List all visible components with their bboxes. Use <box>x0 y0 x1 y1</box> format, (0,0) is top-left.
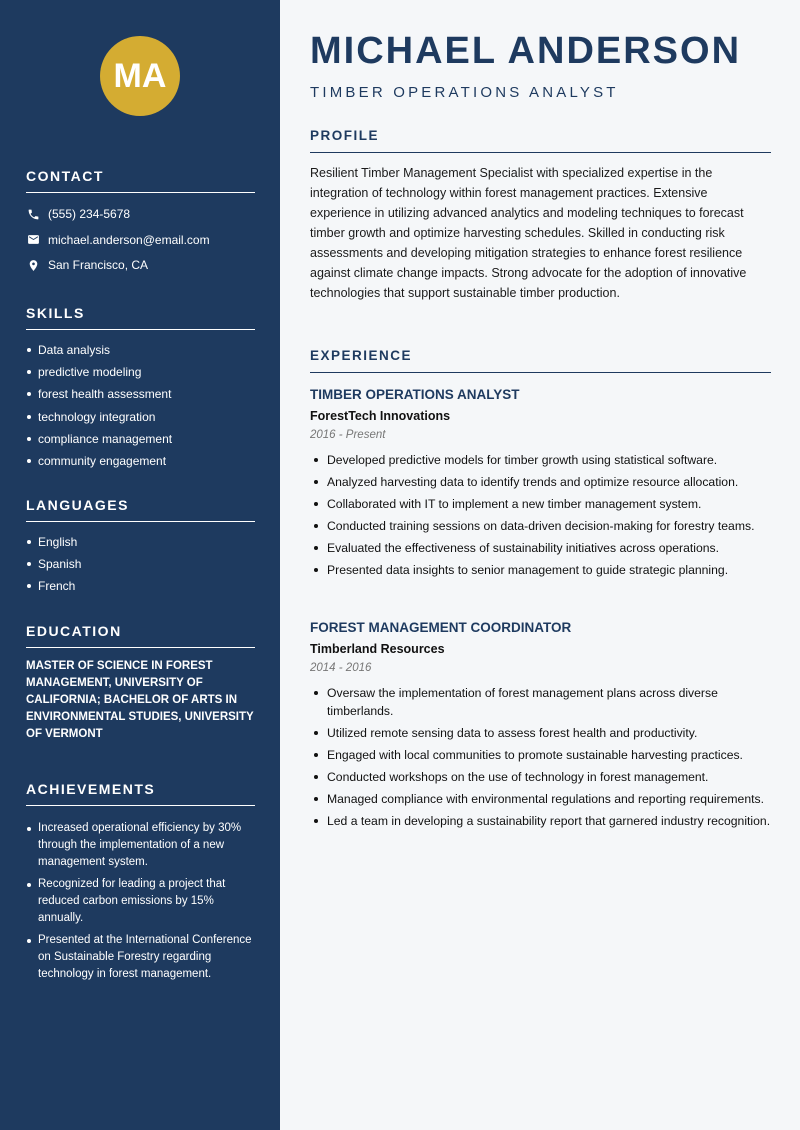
skill-item: compliance management <box>26 431 255 447</box>
job-dates: 2016 - Present <box>310 429 386 441</box>
contact-location-text: San Francisco, CA <box>48 258 149 272</box>
achievements-heading: ACHIEVEMENTS <box>26 781 255 806</box>
job-dates: 2014 - 2016 <box>310 662 372 674</box>
job-entry <box>310 620 771 834</box>
job-bullets <box>310 451 771 579</box>
skill-item: technology integration <box>26 409 255 425</box>
contact-heading: CONTACT <box>26 168 255 193</box>
skills-section <box>26 305 255 475</box>
achievement-item: Recognized for leading a project that reduced carbon emissions by 15% annually. <box>26 876 255 927</box>
skills-list <box>26 342 255 469</box>
education-text: MASTER OF SCIENCE IN FOREST MANAGEMENT, UNIVERSITY OF CALIFORNIA; BACHELOR OF ARTS IN ENVIRONMENTAL STUDIES, UNIVERSITY OF VERMONT <box>26 660 254 740</box>
job-bullet: Presented data insights to senior management to guide strategic planning. <box>310 561 771 579</box>
language-item: English <box>26 534 255 550</box>
profile-text: Resilient Timber Management Specialist with specialized expertise in the integration of technology within forest management practices. Extensive experience in utilizing advanced analytics and modeling techniques to forecast timber growth and optimize harvesting schedules. Skilled in conducting risk assessments and developing mitigation strategies to enhance forest resilience against climate change impacts. Strong advocate for the adoption of innovative technologies that support sustainable timber production. <box>310 166 747 300</box>
job-bullet: Developed predictive models for timber growth using statistical software. <box>310 451 771 469</box>
job-company: ForestTech Innovations <box>310 409 451 423</box>
skills-heading: SKILLS <box>26 305 255 330</box>
skill-item: Data analysis <box>26 342 255 358</box>
job-bullets <box>310 684 771 830</box>
achievements-list <box>26 820 255 983</box>
education-section <box>26 623 255 743</box>
skill-item: forest health assessment <box>26 386 255 402</box>
job-bullet: Engaged with local communities to promote sustainable harvesting practices. <box>310 746 771 764</box>
contact-phone-text: (555) 234-5678 <box>48 207 131 221</box>
job-entry <box>310 387 771 583</box>
job-bullet: Oversaw the implementation of forest management plans across diverse timberlands. <box>310 684 771 720</box>
languages-section <box>26 497 255 601</box>
contact-list <box>26 205 255 274</box>
job-bullet: Utilized remote sensing data to assess forest health and productivity. <box>310 724 771 742</box>
job-bullet: Managed compliance with environmental regulations and reporting requirements. <box>310 790 771 808</box>
job-bullet: Collaborated with IT to implement a new timber management system. <box>310 495 771 513</box>
contact-location <box>26 256 255 274</box>
achievement-item: Presented at the International Conference on Sustainable Forestry regarding technology in forest management. <box>26 932 255 983</box>
job-bullet: Conducted training sessions on data-driven decision-making for forestry teams. <box>310 517 771 535</box>
experience-heading: EXPERIENCE <box>310 348 771 373</box>
job-bullet: Conducted workshops on the use of technology in forest management. <box>310 768 771 786</box>
languages-heading: LANGUAGES <box>26 497 255 522</box>
skill-item: predictive modeling <box>26 364 255 380</box>
achievement-item: Increased operational efficiency by 30% through the implementation of a new management system. <box>26 820 255 871</box>
location-pin-icon <box>26 258 40 272</box>
contact-phone[interactable] <box>26 205 255 223</box>
job-role: TIMBER OPERATIONS ANALYST <box>310 387 520 402</box>
languages-list <box>26 534 255 594</box>
contact-email-text: michael.anderson@email.com <box>48 232 210 247</box>
job-company: Timberland Resources <box>310 642 445 656</box>
language-item: Spanish <box>26 556 255 572</box>
phone-icon <box>26 207 40 221</box>
contact-section <box>26 168 255 282</box>
education-heading: EDUCATION <box>26 623 255 648</box>
skill-item: community engagement <box>26 453 255 469</box>
candidate-name: MICHAEL ANDERSON <box>310 30 742 72</box>
language-item: French <box>26 578 255 594</box>
achievements-section <box>26 781 255 988</box>
candidate-title: TIMBER OPERATIONS ANALYST <box>310 84 619 101</box>
job-bullet: Analyzed harvesting data to identify trends and optimize resource allocation. <box>310 473 771 491</box>
avatar: MA <box>100 36 180 116</box>
contact-email[interactable] <box>26 231 255 249</box>
email-icon <box>26 233 40 247</box>
job-bullet: Led a team in developing a sustainability report that garnered industry recognition. <box>310 812 771 830</box>
job-bullet: Evaluated the effectiveness of sustainability initiatives across operations. <box>310 539 771 557</box>
sidebar <box>0 0 280 1130</box>
job-role: FOREST MANAGEMENT COORDINATOR <box>310 620 572 635</box>
profile-heading: PROFILE <box>310 128 771 153</box>
